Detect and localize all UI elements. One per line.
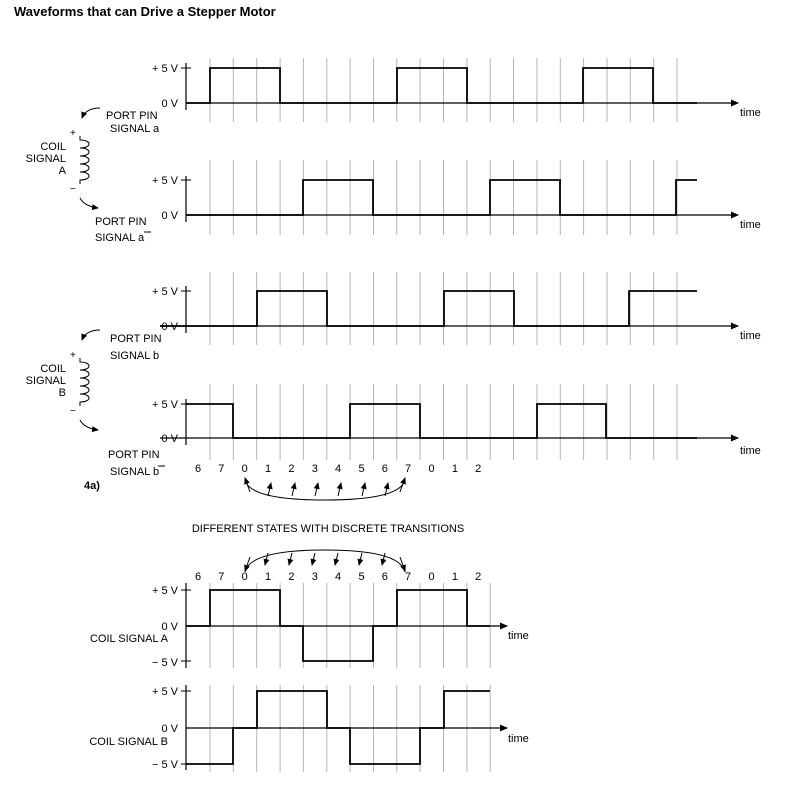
state-number: 1 xyxy=(451,571,458,583)
port-a-label-line1: PORT PIN xyxy=(106,110,158,122)
middle-caption: DIFFERENT STATES WITH DISCRETE TRANSITIONS xyxy=(191,523,465,535)
state-number: 6 xyxy=(194,463,202,475)
level-plus5-label: + 5 V xyxy=(152,175,178,187)
time-label: time xyxy=(740,445,761,457)
coil-a-label-line3: A xyxy=(58,165,66,177)
grid-lines-top xyxy=(210,58,677,460)
transition-arrow xyxy=(265,553,268,565)
transition-arrows-bottom xyxy=(245,550,405,572)
port-b-label-line1: PORT PIN xyxy=(110,333,162,345)
coil-a-minus: − xyxy=(70,184,76,195)
level-minus5-label: − 5 V xyxy=(152,657,178,669)
transition-arrow xyxy=(338,483,341,496)
coil-b-arrow-down xyxy=(80,420,98,430)
transition-arrow xyxy=(359,553,362,565)
transition-arrow xyxy=(362,483,365,496)
coil-b-minus: − xyxy=(70,406,76,417)
coil-a-label-line2: SIGNAL xyxy=(25,153,66,165)
coil-a-label-line1: COIL xyxy=(40,141,66,153)
transition-arrows-top xyxy=(245,478,405,500)
level-plus5-label: + 5 V xyxy=(152,286,178,298)
transition-curve xyxy=(245,550,405,572)
state-number: 3 xyxy=(311,571,318,583)
port-a-bar-label-line1: PORT PIN xyxy=(95,216,147,228)
state-sequence-top xyxy=(195,463,481,475)
coil-a-winding xyxy=(80,136,89,184)
state-number: 6 xyxy=(381,463,388,475)
state-number: 2 xyxy=(475,463,482,475)
port-a-bar-label-line2: SIGNAL a xyxy=(95,232,145,244)
level-zero-label: 0 V xyxy=(161,321,178,333)
level-plus5-label: + 5 V xyxy=(152,63,178,75)
time-label: time xyxy=(508,733,529,745)
time-label: time xyxy=(508,630,529,642)
level-plus5-label: + 5 V xyxy=(152,399,178,411)
panel-port-b xyxy=(110,286,761,362)
panel-coil-signal-b xyxy=(89,685,528,771)
state-number: 1 xyxy=(265,571,272,583)
coil-signal-b-label: COIL SIGNAL B xyxy=(89,736,168,748)
figure-title: Waveforms that can Drive a Stepper Motor xyxy=(14,4,276,19)
state-number: 7 xyxy=(218,571,225,583)
coil-a-arrow-down xyxy=(80,198,98,208)
state-number: 0 xyxy=(428,571,435,583)
state-number: 4 xyxy=(335,571,342,583)
level-minus5-label: − 5 V xyxy=(152,759,178,771)
coil-b-label-line1: COIL xyxy=(40,363,66,375)
transition-arrow xyxy=(289,553,292,565)
waveform-port-b-bar xyxy=(186,404,697,438)
waveform-port-a-bar xyxy=(186,180,697,215)
state-number: 6 xyxy=(381,571,388,583)
state-number: 1 xyxy=(265,463,272,475)
port-b-bar-label-line1: PORT PIN xyxy=(108,449,160,461)
state-number: 0 xyxy=(241,463,248,475)
level-zero-label: 0 V xyxy=(161,98,178,110)
coil-b-label-line3: B xyxy=(58,387,66,399)
transition-arrow xyxy=(292,483,295,496)
port-b-bar-label-line2: SIGNAL b xyxy=(110,466,160,478)
time-label: time xyxy=(740,330,761,342)
level-zero-label: 0 V xyxy=(161,723,178,735)
state-number: 2 xyxy=(288,463,295,475)
transition-arrow xyxy=(335,553,338,565)
port-a-label-line2: SIGNAL a xyxy=(110,123,160,135)
level-zero-label: 0 V xyxy=(161,621,178,633)
level-zero-label: 0 V xyxy=(161,210,178,222)
state-number: 0 xyxy=(428,463,435,475)
waveform-port-a xyxy=(186,68,697,103)
figure-label: 4a) xyxy=(84,480,100,492)
level-plus5-label: + 5 V xyxy=(152,686,178,698)
transition-arrow xyxy=(312,553,315,565)
state-number: 6 xyxy=(194,571,202,583)
coil-b-plus: + xyxy=(70,350,76,361)
panel-coil-signal-a xyxy=(90,583,529,669)
time-label: time xyxy=(740,107,761,119)
coil-a-arrow-up xyxy=(82,108,100,118)
transition-arrow xyxy=(400,478,405,492)
state-number: 0 xyxy=(241,571,248,583)
coil-b-symbol xyxy=(26,330,100,430)
transition-arrow xyxy=(268,483,271,496)
coil-b-arrow-up xyxy=(82,330,100,340)
panel-port-a xyxy=(106,63,761,135)
coil-a-plus: + xyxy=(70,128,76,139)
state-number: 1 xyxy=(451,463,458,475)
state-number: 2 xyxy=(288,571,295,583)
level-zero-label: 0 V xyxy=(161,433,178,445)
state-number: 5 xyxy=(358,463,365,475)
state-number: 3 xyxy=(311,463,318,475)
coil-b-winding xyxy=(80,358,89,406)
coil-a-symbol xyxy=(26,108,100,208)
coil-b-label-line2: SIGNAL xyxy=(25,375,66,387)
state-number: 7 xyxy=(405,571,412,583)
transition-arrow xyxy=(245,478,250,492)
state-number: 4 xyxy=(335,463,342,475)
port-b-label-line2: SIGNAL b xyxy=(110,350,160,362)
state-sequence-bottom xyxy=(195,571,481,583)
coil-signal-a-label: COIL SIGNAL A xyxy=(89,633,168,645)
state-number: 7 xyxy=(405,463,412,475)
transition-arrow xyxy=(382,553,385,565)
transition-arrow xyxy=(315,483,318,496)
state-number: 2 xyxy=(475,571,482,583)
state-number: 7 xyxy=(218,463,225,475)
waveform-port-b xyxy=(160,291,697,326)
time-label: time xyxy=(740,219,761,231)
state-number: 5 xyxy=(358,571,365,583)
panel-port-a-bar xyxy=(95,175,761,244)
level-plus5-label: + 5 V xyxy=(152,585,178,597)
